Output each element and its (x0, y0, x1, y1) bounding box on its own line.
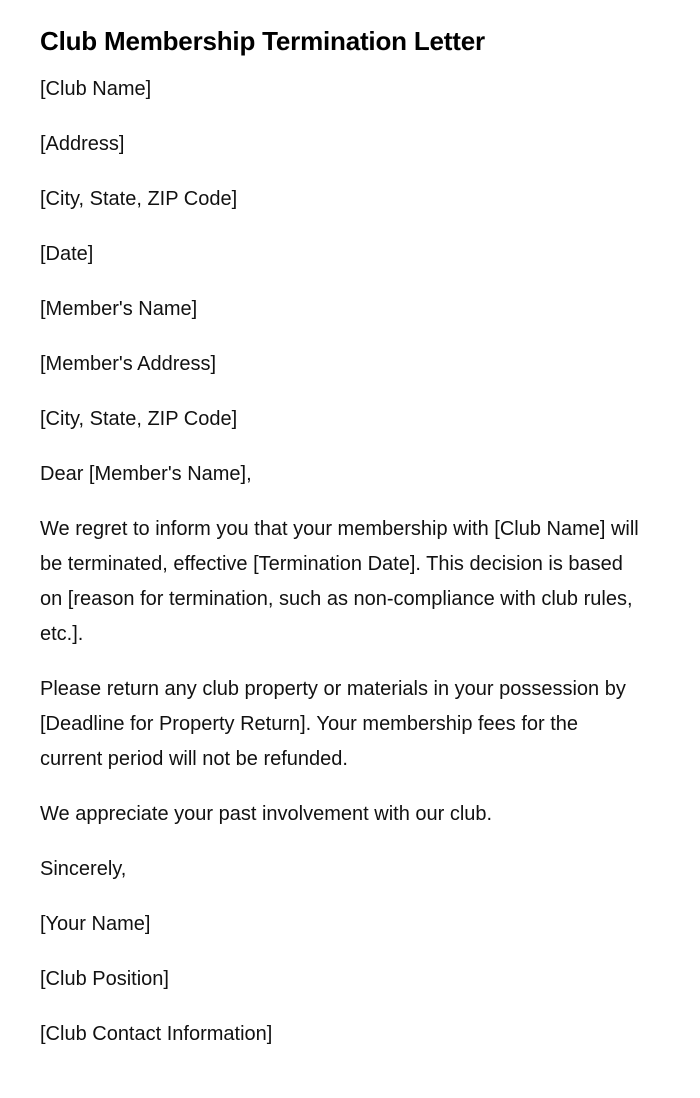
club-address: [Address] (40, 133, 125, 155)
body-paragraph-property-return: Please return any club property or materials in your possession by [Deadline for Property Return]. Your membership fees for the current period will not be refunded. (40, 678, 626, 770)
closing: Sincerely, (40, 858, 127, 880)
member-name: [Member's Name] (40, 298, 198, 320)
club-name: [Club Name] (40, 78, 152, 100)
member-city-state-zip: [City, State, ZIP Code] (40, 408, 238, 430)
club-city-state-zip: [City, State, ZIP Code] (40, 188, 238, 210)
salutation: Dear [Member's Name], (40, 463, 252, 485)
body-paragraph-appreciation: We appreciate your past involvement with our club. (40, 803, 493, 825)
sender-position: [Club Position] (40, 968, 169, 990)
sender-contact-info: [Club Contact Information] (40, 1023, 273, 1045)
letter-date: [Date] (40, 243, 94, 265)
letter-title: Club Membership Termination Letter (40, 26, 485, 56)
member-address: [Member's Address] (40, 353, 217, 375)
body-paragraph-termination: We regret to inform you that your membership with [Club Name] will be terminated, effective [Termination Date]. This decision is based on [reason for termination, such as non-compliance with club rules, etc.]. (40, 518, 639, 645)
sender-name: [Your Name] (40, 913, 151, 935)
